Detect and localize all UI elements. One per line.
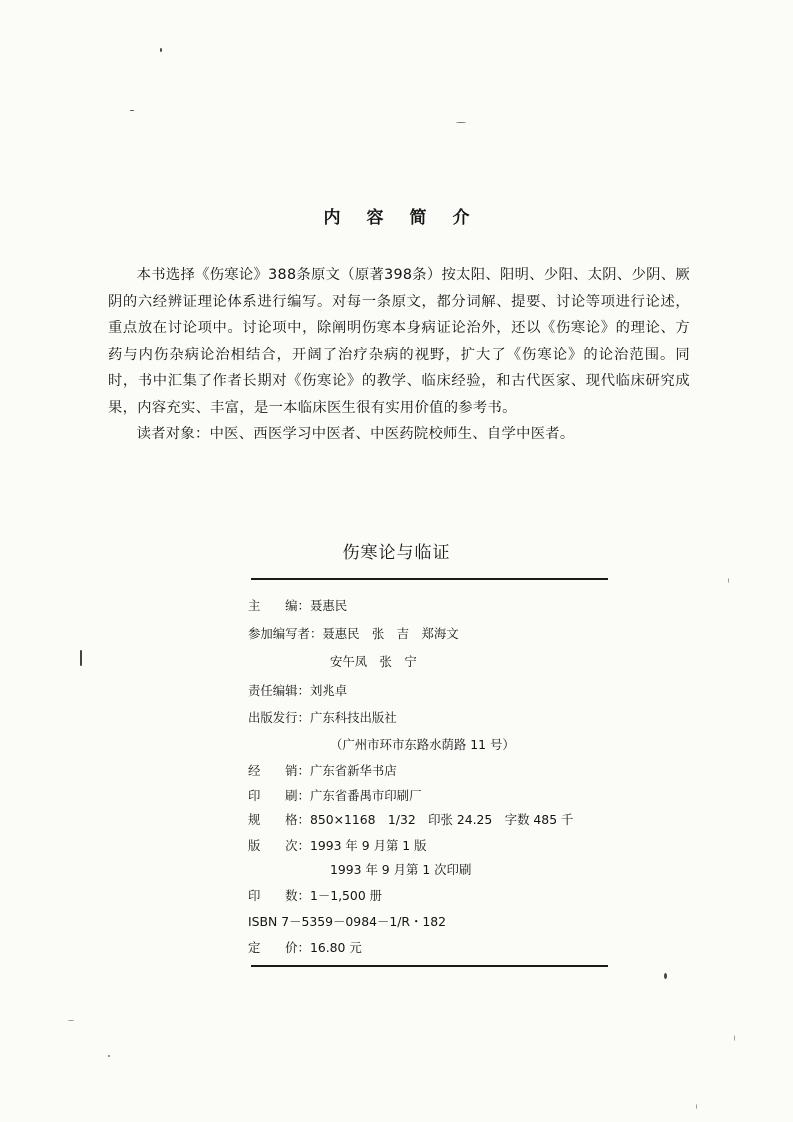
colophon-contributors-cont xyxy=(330,652,417,670)
colophon-printer xyxy=(248,786,421,804)
scan-speck xyxy=(456,122,466,123)
edition-label: 版 次： xyxy=(248,838,310,853)
contributors-line-2: 安午凤 张 宁 xyxy=(330,654,417,669)
book-title: 伤寒论与临证 xyxy=(342,543,451,563)
colophon-print-run xyxy=(248,886,382,904)
print-run-value: 1－1,500 册 xyxy=(309,888,383,903)
colophon-contributors xyxy=(248,624,459,642)
scan-speck xyxy=(734,1035,735,1041)
responsible-editor-label: 责任编辑： xyxy=(248,683,310,698)
scan-speck xyxy=(108,1055,110,1057)
scan-speck xyxy=(68,1020,74,1021)
format-label: 规 格： xyxy=(248,812,310,827)
edition-value-1: 1993 年 9 月第 1 版 xyxy=(309,838,427,853)
edition-value-2: 1993 年 9 月第 1 次印刷 xyxy=(330,862,472,877)
colophon-publisher xyxy=(248,708,397,726)
intro-title: 内容简介 xyxy=(323,208,496,228)
scan-speck xyxy=(664,973,667,979)
distributor-value: 广东省新华书店 xyxy=(309,763,397,778)
print-run-label: 印 数： xyxy=(248,888,310,903)
colophon-price xyxy=(248,938,362,956)
printer-value: 广东省番禺市印刷厂 xyxy=(309,788,422,803)
colophon-editor xyxy=(248,596,347,614)
publisher-value: 广东科技出版社 xyxy=(309,710,397,725)
intro-paragraph: 本书选择《伤寒论》388条原文（原著398条）按太阳、阳明、少阳、太阴、少阴、厥阴的六经辨证理论体系进行编写。对每一条原文，都分词解、提要、讨论等项进行论述，重点放在讨论项中。讨论项中，除阐明伤寒本身病证论治外，还以《伤寒论》的理论、方药与内伤杂病论治相结合，开阔了治疗杂病的视野，扩大了《伤寒论》的论治范围。同时，书中汇集了作者长期对《伤寒论》的教学、临床经验，和古代医家、现代临床研究成果，内容充实、丰富，是一本临床医生很有实用价值的参考书。 xyxy=(108,267,690,416)
colophon-distributor xyxy=(248,761,397,779)
colophon-edition xyxy=(248,836,427,854)
divider-bottom xyxy=(251,965,608,967)
publisher-label: 出版发行： xyxy=(248,710,310,725)
price-value: 16.80 元 xyxy=(309,940,362,955)
distributor-label: 经 销： xyxy=(248,763,310,778)
scan-speck xyxy=(728,578,729,583)
scan-speck xyxy=(160,48,162,52)
colophon-edition-cont xyxy=(330,860,471,878)
responsible-editor-value: 刘兆卓 xyxy=(309,683,348,698)
format-value: 850×1168 1/32 印张 24.25 字数 485 千 xyxy=(309,812,574,827)
publisher-address: （广州市环市东路水荫路 11 号） xyxy=(330,737,515,752)
colophon-isbn xyxy=(248,912,446,930)
colophon-format xyxy=(248,810,573,828)
scan-speck xyxy=(80,650,82,666)
editor-label: 主 编： xyxy=(248,598,310,613)
contributors-label: 参加编写者： xyxy=(248,626,323,641)
intro-readership: 读者对象：中医、西医学习中医者、中医药院校师生、自学中医者。 xyxy=(136,426,575,442)
divider-top xyxy=(251,578,608,580)
colophon-responsible-editor xyxy=(248,681,347,699)
scan-speck xyxy=(696,1104,697,1109)
printer-label: 印 刷： xyxy=(248,788,310,803)
intro-body xyxy=(108,262,690,448)
contributors-line-1: 聂惠民 张 吉 郑海文 xyxy=(322,626,459,641)
colophon-publisher-address xyxy=(330,735,515,753)
price-label: 定 价： xyxy=(248,940,310,955)
scan-speck xyxy=(130,110,134,111)
editor-value: 聂惠民 xyxy=(309,598,348,613)
isbn: ISBN 7－5359－0984－1/R・182 xyxy=(248,914,447,929)
